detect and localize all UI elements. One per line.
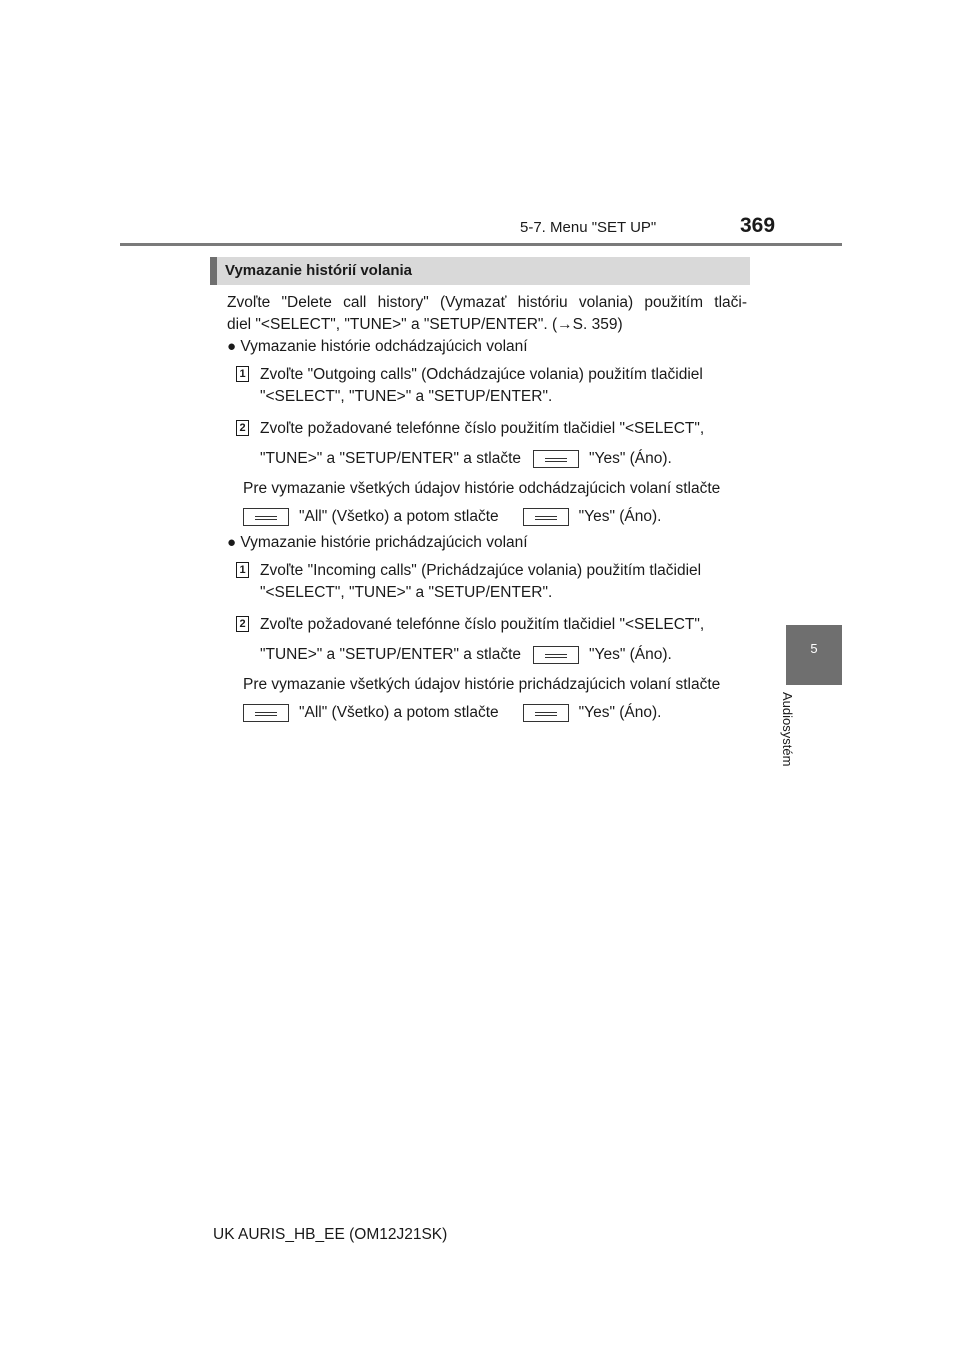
incoming-heading-text: Vymazanie histórie prichádzajúcich volaní <box>240 534 528 551</box>
chapter-number: 5 <box>810 641 818 656</box>
incoming-step1-line1: Zvoľte "Incoming calls" (Prichádzajúce volania) použitím tlačidiel <box>260 562 702 579</box>
footer-doc-id: UK AURIS_HB_EE (OM12J21SK) <box>213 1226 448 1243</box>
incoming-step2-line1: Zvoľte požadované telefónne číslo použitím tlačidiel "<SELECT", <box>260 616 705 633</box>
outgoing-all-text-b: "Yes" (Áno). <box>578 508 662 525</box>
outgoing-step2-text-b: "Yes" (Áno). <box>589 450 672 467</box>
incoming-all-line2 <box>243 702 661 724</box>
step-number-box: 2 <box>236 420 249 436</box>
outgoing-heading <box>227 336 528 358</box>
incoming-step2-line2 <box>260 644 672 666</box>
outgoing-step2-text-a: "TUNE>" a "SETUP/ENTER" a stlačte <box>260 450 522 467</box>
key-button-icon <box>523 704 569 722</box>
bullet-icon: ● <box>227 534 237 551</box>
outgoing-step1-line1: Zvoľte "Outgoing calls" (Odchádzajúce volania) použitím tlačidiel <box>260 366 703 383</box>
outgoing-heading-text: Vymazanie histórie odchádzajúcich volaní <box>240 338 528 355</box>
key-button-icon <box>533 646 579 664</box>
section-heading <box>210 257 750 285</box>
outgoing-step1-line2: "<SELECT", "TUNE>" a "SETUP/ENTER". <box>260 388 553 405</box>
page-number: 369 <box>740 214 776 237</box>
key-button-icon <box>243 704 289 722</box>
outgoing-all-line2 <box>243 506 661 528</box>
header-section-title: 5-7. Menu "SET UP" <box>520 219 657 236</box>
incoming-all-line1: Pre vymazanie všetkých údajov histórie prichádzajúcich volaní stlačte <box>243 676 721 693</box>
key-button-icon <box>243 508 289 526</box>
bullet-icon: ● <box>227 338 237 355</box>
header-rule <box>120 243 842 246</box>
outgoing-all-text-a: "All" (Všetko) a potom stlačte <box>299 508 499 525</box>
incoming-step2-text-b: "Yes" (Áno). <box>589 646 672 663</box>
intro-line-2: diel "<SELECT", "TUNE>" a "SETUP/ENTER". (→S. 359) <box>227 316 623 333</box>
intro-line-1: Zvoľte "Delete call history" (Vymazať históriu volania) použitím tlači- <box>227 294 747 311</box>
section-heading-text: Vymazanie histórií volania <box>225 262 413 279</box>
incoming-heading <box>227 532 528 554</box>
outgoing-step2-line1: Zvoľte požadované telefónne číslo použitím tlačidiel "<SELECT", <box>260 420 705 437</box>
step-number-box: 1 <box>236 366 249 382</box>
outgoing-step2-line2 <box>260 448 672 470</box>
incoming-all-text-b: "Yes" (Áno). <box>578 704 662 721</box>
incoming-step1-line2: "<SELECT", "TUNE>" a "SETUP/ENTER". <box>260 584 553 601</box>
outgoing-all-line1: Pre vymazanie všetkých údajov histórie odchádzajúcich volaní stlačte <box>243 480 721 497</box>
key-button-icon <box>533 450 579 468</box>
chapter-label: Audiosystém <box>780 692 795 767</box>
step-number-box: 2 <box>236 616 249 632</box>
incoming-all-text-a: "All" (Všetko) a potom stlačte <box>299 704 499 721</box>
incoming-step2-text-a: "TUNE>" a "SETUP/ENTER" a stlačte <box>260 646 522 663</box>
step-number-box: 1 <box>236 562 249 578</box>
key-button-icon <box>523 508 569 526</box>
